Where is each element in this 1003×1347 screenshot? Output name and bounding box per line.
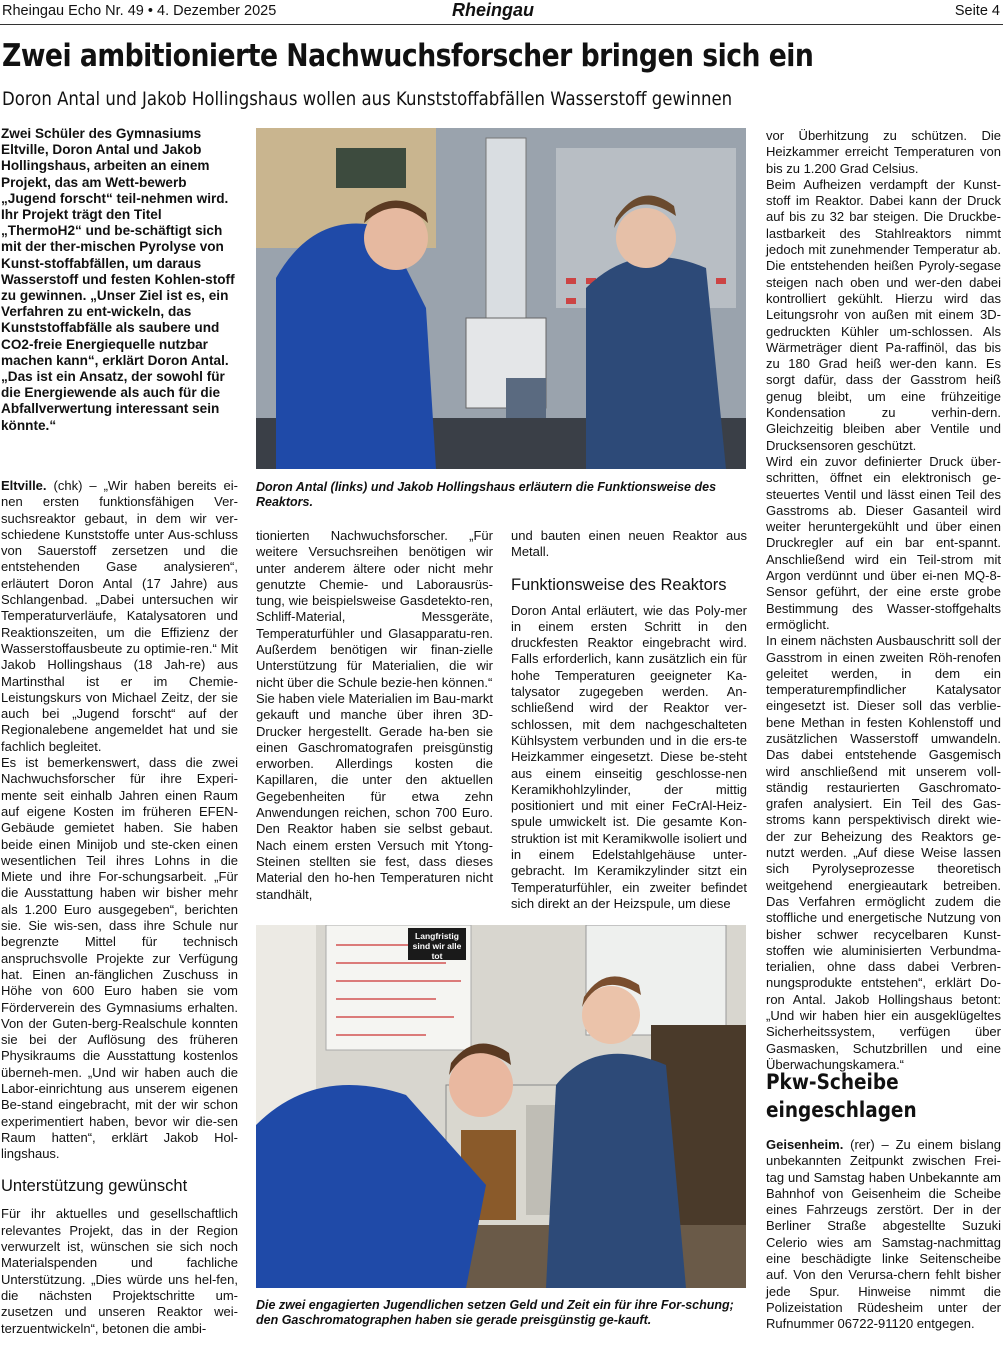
sidebar-text: [766, 1137, 1001, 1333]
paragraph: In einem nächsten Ausbauschritt soll der Gasstrom in einen zweiten Röh-renofen geleitet werden, in dem ein temperaturempfindlicher Katalysator eingesetzt ist. Dieser soll das verblie-bene Methan in festen Kohlenstoff und zusätzlichen Wasserstoff umwandeln. Das dabei entstehende Gasgemisch wird anschließend mit unserem voll-ständig restaurierten Gaschromato-grafen analysiert. Ein Teil des Gas-stroms kann perspektivisch direkt wie-der zur Beheizung des Reaktors ge-nutzt werden. „Auf diese Weise lassen sich Pyrolyseprozesse theoretisch weitgehend energieautark betreiben. Das Verfahren ermöglicht zudem die stoffliche und energetische Nutzung von bisher schwer recycelbaren Kunst-stoffen wie aluminisierten Verbundma-terialien, ohne dass dabei Verbren-nungsprodukte entstehen“, erklärt Do-ron Antal. Jakob Hollingshaus betont: „Und wir haben hier ein ausgeklügeltes Sicherheitssystem, verfügen über Gasmasken, Schutzbrillen und eine Überwachungskamera.“: [766, 633, 1001, 1072]
photo-reactor-illustration: [256, 128, 746, 469]
article-lead: Zwei Schüler des Gymnasiums Eltville, Doron Antal und Jakob Hollingshaus, arbeiten an einem Projekt, das am Wett-bewerb „Jugend forscht“ teil-nehmen wird. Ihr Projekt trägt den Titel „ThermoH2“ und be-schäftigt sich mit der ther-mischen Pyrolyse von Kunst-stoffabfällen, um daraus Wasserstoff und festen Kohlen-stoff zu gewinnen. „Unser Ziel ist es, ein Verfahren zu ent-wickeln, das Kunststoffabfälle als saubere und CO2-freie Energiequelle nutzbar machen kann“, erklärt Doron Antal. „Das ist ein Ansatz, der sowohl für die Energiewende als auch für die Abfallverwertung interessant sein könnte.“: [1, 126, 235, 433]
article-subtitle: Doron Antal und Jakob Hollingshaus wollen aus Kunststoffabfällen Wasserstoff gewinnen: [2, 88, 733, 110]
paragraph: Sie haben viele Materialien im Bau-markt gekauft und manche über ihren 3D-Drucker hergestellt. Gerade ha-ben sie einen Gaschromatografen preisgünstig erworben. Allerdings kosten die Kapillaren, die unter den aktuellen Gegebenheiten für etwa zehn Anwendungen reichen, schon 700 Euro. Den Reaktor haben sie selbst gebaut. Nach einem ersten Versuch mit Ytong-Steinen stellten sie fest, dass dieses Material den ho-hen Temperaturen nicht standhält,: [256, 690, 493, 902]
photo-gas-chromatograph: [256, 925, 746, 1288]
sidebar-title: Pkw-Scheibe eingeschlagen: [766, 1070, 917, 1122]
article-title: Zwei ambitionierte Nachwuchsforscher bringen sich ein: [2, 38, 814, 74]
page-header: [0, 0, 1003, 25]
article-column-4: [766, 128, 1001, 1073]
paragraph: Geisenheim. (rer) – Zu einem bislang unbekannten Zeitpunkt zwischen Frei-tag und Samstag haben Unbekannte am Bahnhof von Geisenheim die Scheibe eines Fahrzeugs zerstört. Der in der Berliner Straße abgestellte Suzuki Celerio wies am Samstag-nachmittag eine beschädigte linke Seitenscheibe auf. Von den Verursa-chern fehlt bisher jede Spur. Hinweise nimmt die Polizeistation Rüdesheim unter der Rufnummer 06722-91120 entgegen.: [766, 1137, 1001, 1332]
paragraph: tionierten Nachwuchsforscher. „Für weitere Versuchsreihen benötigen wir unter anderem ältere oder nicht mehr genutzte Chemie- und Laborausrüs-tung, wie beispielsweise Gasdetekto-ren, Schliff-Material, Messgeräte, Temperaturfühler und Glasapparatu-ren. Außerdem benötigen wir finan-zielle Unterstützung für Materialien, die wir nicht über die Schule bezie-hen können.“: [256, 528, 493, 690]
paragraph: Doron Antal erläutert, wie das Poly-mer in einem ersten Schritt in den druckfesten Reaktor eingebracht wird. Falls erforderlich, kann zusätzlich ein für hohe Temperaturen geeigneter Ka-talysator zugegeben werden. An-schließend wird der Reaktor ver-schlossen, mit dem nachgeschalteten Kühlsystem verbunden und in die ers-te Heizkammer eingesetzt. Diese be-steht aus einem einseitig geschlosse-nen Keramikhohlzylinder, der mittig positioniert und mit einer FeCrAl-Heiz-spule umwickelt ist. Die gesamte Kon-struktion ist mit Keramikwolle isoliert und in einem Edelstahlgehäuse unter-gebracht. Im Keramikzylinder sitzt ein Temperaturfühler, ein zweiter befindet sich direkt an der Heizspule, um diese: [511, 602, 747, 911]
photo-caption-reactor: Doron Antal (links) und Jakob Hollingshaus erläutern die Funktionsweise des Reaktors.: [256, 480, 717, 509]
section-heading: Unterstützung gewünscht: [1, 1177, 188, 1196]
article-column-1: [1, 478, 238, 1337]
article-column-2: [256, 528, 493, 903]
paragraph: Wird ein zuvor definierter Druck über-schritten, öffnet ein elektronisch ge-steuertes Ventil und lässt einen Teil des Gasstroms ab. Dieser Gasanteil wird weiter heruntergekühlt und über einen Druckregler auf ein bar ent-spannt. Anschließend wird ein Teil-strom mit Argon verdünnt und über ei-nen MQ-8-Sensor geführt, der eine erste grobe Bestimmung des Wasser-stoffgehalts ermöglicht.: [766, 453, 1001, 632]
photo-gc-illustration: [256, 925, 746, 1288]
dateline: Eltville.: [1, 478, 47, 493]
paragraph: und bauten einen neuen Reaktor aus Metall.: [511, 528, 747, 560]
sidebar-dateline: Geisenheim.: [766, 1137, 844, 1152]
paragraph: Es ist bemerkenswert, dass die zwei Nachwuchsforscher für ihre Experi-mente seit einhalb Jahren einen Raum auf eigene Kosten im früheren EFEN-Gebäude gemietet haben. Sie haben beide einen Minijob und ste-cken einen wesentlichen Teil ihres Lohns in die Miete und ihre For-schungsarbeit. „Für die Ausstattung haben wir bisher mehr als 1.200 Euro ausgegeben“, berichten sie. Sie wis-sen, dass ihre Schule nur begrenzte Mittel für technisch anspruchsvolle Projekte zur Verfügung hat. Einen an-fänglichen Zuschuss in Höhe von 600 Euro haben sie vom Förderverein des Gymnasiums erhalten. Von der Guten-berg-Realschule konnten sie bei der Auflösung des früheren Physikraums die Ausstattung kostenlos überneh-men. „Und wir haben auch die Labor-einrichtung aus unserem eigenen Be-stand eingebracht, mit der wir schon experimentiert haben, bevor wir die-sen Raum hatten“, erklärt Jakob Hol-lingshaus.: [1, 755, 238, 1162]
paragraph: vor Überhitzung zu schützen. Die Heizkammer erreicht Temperaturen von bis zu 1.200 Grad Celsius.: [766, 128, 1001, 176]
photo-caption-gc: Die zwei engagierten Jugendlichen setzen Geld und Zeit ein für ihre For-schung; den Gaschromatographen haben sie gerade preisgünstig ge-kauft.: [256, 1298, 734, 1327]
header-issue: Rheingau Echo Nr. 49 • 4. Dezember 2025: [2, 3, 277, 19]
header-page: Seite 4: [954, 3, 1000, 19]
paragraph: Eltville. (chk) – „Wir haben bereits ei-nen ersten funktionsfähigen Ver-suchsreaktor gebaut, in dem wir ver-schiedene Kunststoffe unter Aus-schluss von Sauerstoff zersetzen und die entstehenden Gase analysieren“, erläutert Doron Antal (17 Jahre) aus Schlangenbad. „Dabei untersuchen wir Temperaturverläufe, Katalysatoren und Reaktionszeiten, um die Effizienz der Wasserstoffausbeute zu optimie-ren.“ Mit Jakob Hollingshaus (18 Jah-re) aus Martinsthal ist er im Chemie-Leistungskurs von Michael Zeitz, der sie auch bei „Jugend forscht“ auf der Regionalebene angemeldet hat und sie fachlich begleitet.: [1, 478, 238, 754]
paragraph: Für ihr aktuelles und gesellschaftlich relevantes Projekt, das in der Region verwurzelt ist, wünschen sie sich noch Materialspenden und fachliche Unterstützung. „Dies würde uns hel-fen, die nächsten Projektschritte um-zusetzen und unseren Reaktor wei-terzuentwickeln“, betonen die ambi-: [1, 1206, 238, 1336]
article-column-3: [511, 528, 747, 912]
header-section: Rheingau: [452, 0, 535, 20]
photo-reactor: [256, 128, 746, 469]
section-heading: Funktionsweise des Reaktors: [511, 575, 727, 594]
paragraph: Beim Aufheizen verdampft der Kunst-stoff im Reaktor. Dabei kann der Druck auf bis zu 32 bar steigen. Die Druckbe-lastbarkeit des Stahlreaktors nimmt jedoch mit zunehmender Temperatur ab. Die entstehenden heißen Pyroly-segase steigen nach oben und wer-den dabei kontrolliert gekühlt. Hierzu wird das Leitungsrohr von außen mit einem 3D-gedruckten Kühler um-schlossen. Als Wärmeträger dient Pa-raffinöl, das bis zu 180 Grad heiß wer-den kann. Es sorgt dafür, dass der Gasstrom heiß genug bleibt, um eine frühzeitige Kondensation zu verhin-dern. Gleichzeitig bleiben aber Ventile und Drucksensoren geschützt.: [766, 176, 1001, 453]
photo-sign: Langfristig sind wir alle tot: [412, 931, 462, 961]
